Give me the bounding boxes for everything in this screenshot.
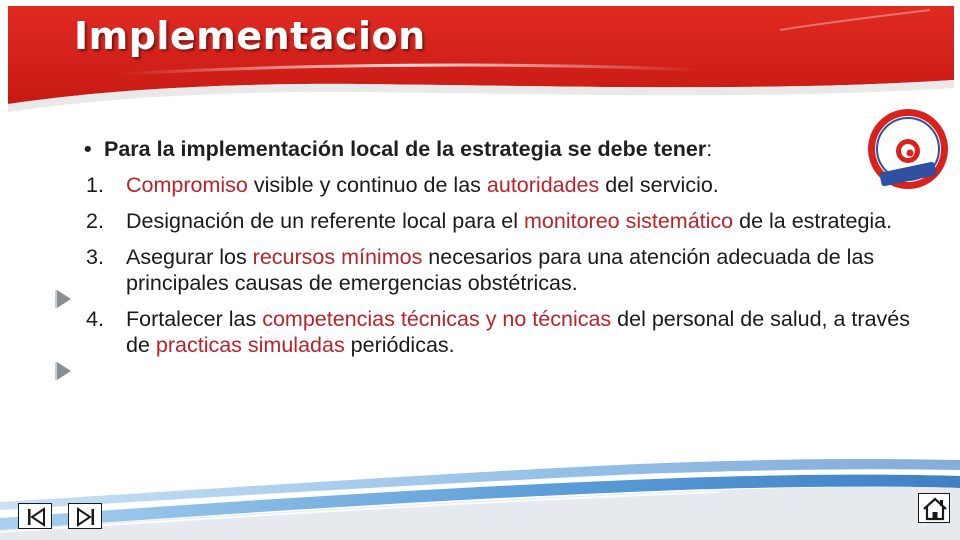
highlight-text: monitoreo sistemático [524,209,734,233]
item-text: de la estrategia. [733,209,893,233]
item-number: 2. [86,209,104,233]
footer-banner [0,440,960,540]
home-icon [919,494,951,524]
item-text: periódicas. [344,333,455,357]
slide-title: Implementacion [74,14,426,58]
list-item-1 [80,172,910,198]
highlight-text: recursos mínimos [252,245,423,269]
list-item-3 [80,244,910,296]
highlight-text: autoridades [486,173,600,197]
item-text: necesarios para una atención adecuada de las principales causas de emergencias obstétricas. [126,245,875,295]
item-number: 3. [86,245,104,269]
first-slide-icon [19,504,53,530]
play-arrow-icon[interactable] [57,290,71,308]
home-button[interactable] [918,493,950,523]
item-text: del personal de salud, a través de [126,307,910,357]
item-text: Designación de un referente local para el [126,209,525,233]
intro-line [80,136,910,162]
highlight-text: competencias técnicas y no técnicas [262,307,612,331]
item-text: Fortalecer las [126,307,263,331]
intro-text: Para la implementación local de la estrategia se debe tener [104,137,707,161]
intro-suffix: : [706,137,713,161]
first-slide-button[interactable] [18,503,52,529]
item-number: 4. [86,307,104,331]
item-text: visible y continuo de las [247,173,487,197]
slide-content [80,136,910,368]
last-slide-button[interactable] [68,503,102,529]
item-number: 1. [86,173,104,197]
last-slide-icon [69,504,103,530]
highlight-text: Compromiso [126,173,248,197]
bullet-marker: • [84,137,92,161]
list-item-2 [80,208,910,234]
item-text: Asegurar los [126,245,253,269]
highlight-text: practicas simuladas [155,333,345,357]
list-item-4 [80,306,910,358]
play-arrow-icon[interactable] [57,362,71,380]
item-text: del servicio. [599,173,719,197]
